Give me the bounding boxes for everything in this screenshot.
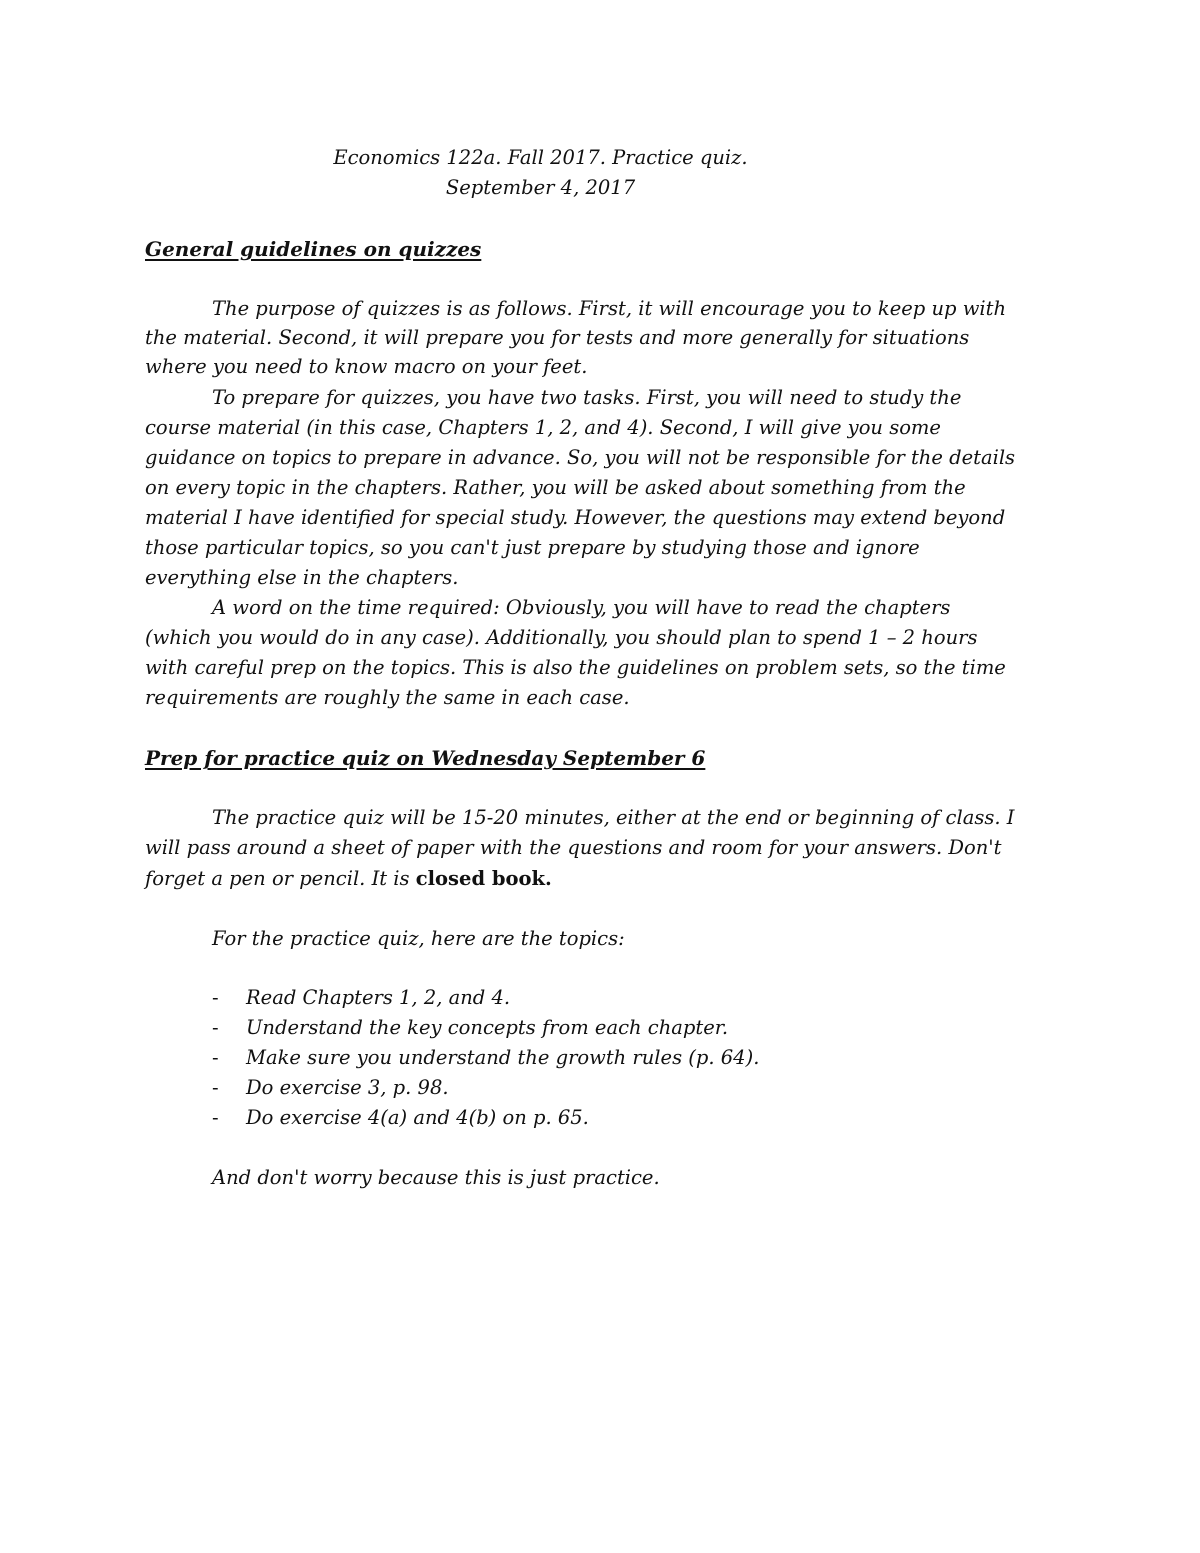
paragraph-text: forget a pen or pencil. It is bbox=[145, 867, 416, 890]
paragraph-line: on every topic in the chapters. Rather, you will be asked about something from the bbox=[145, 476, 966, 499]
paragraph-line: (which you would do in any case). Additionally, you should plan to spend 1 – 2 hours bbox=[145, 626, 978, 649]
bullet-dash: - bbox=[212, 1106, 219, 1129]
paragraph-line: course material (in this case, Chapters 1, 2, and 4). Second, I will give you some bbox=[145, 416, 941, 439]
paragraph-line: material I have identified for special study. However, the questions may extend beyond bbox=[145, 506, 1006, 529]
bullet-dash: - bbox=[212, 1046, 219, 1069]
paragraph-line-closed-book bbox=[145, 864, 552, 894]
list-item: Read Chapters 1, 2, and 4. bbox=[246, 986, 511, 1009]
bullet-dash: - bbox=[212, 1016, 219, 1039]
paragraph-line: the material. Second, it will prepare you for tests and more generally for situations bbox=[145, 326, 970, 349]
paragraph-line: A word on the time required: Obviously, you will have to read the chapters bbox=[212, 596, 951, 619]
paragraph-line: The purpose of quizzes is as follows. First, it will encourage you to keep up with bbox=[212, 297, 1007, 320]
document-date: September 4, 2017 bbox=[445, 176, 636, 199]
list-item: Make sure you understand the growth rules (p. 64). bbox=[246, 1046, 760, 1069]
document-title: Economics 122a. Fall 2017. Practice quiz. bbox=[333, 146, 748, 169]
closed-book-emphasis: closed book. bbox=[415, 867, 552, 890]
paragraph-line: requirements are roughly the same in each case. bbox=[145, 686, 630, 709]
paragraph-line: The practice quiz will be 15-20 minutes, either at the end or beginning of class. I bbox=[212, 806, 1015, 829]
paragraph-line: will pass around a sheet of paper with the questions and room for your answers. Don't bbox=[145, 836, 1002, 859]
topics-intro: For the practice quiz, here are the topics: bbox=[212, 927, 625, 950]
section-heading-guidelines: General guidelines on quizzes bbox=[145, 237, 482, 261]
section-heading-prep: Prep for practice quiz on Wednesday September 6 bbox=[145, 746, 706, 770]
list-item: Understand the key concepts from each chapter. bbox=[246, 1016, 729, 1039]
paragraph-line: where you need to know macro on your feet. bbox=[145, 355, 588, 378]
closing-line: And don't worry because this is just practice. bbox=[212, 1166, 660, 1189]
list-item: Do exercise 3, p. 98. bbox=[246, 1076, 449, 1099]
paragraph-line: those particular topics, so you can't just prepare by studying those and ignore bbox=[145, 536, 920, 559]
bullet-dash: - bbox=[212, 1076, 219, 1099]
bullet-dash: - bbox=[212, 986, 219, 1009]
paragraph-line: To prepare for quizzes, you have two tasks. First, you will need to study the bbox=[212, 386, 962, 409]
paragraph-line: everything else in the chapters. bbox=[145, 566, 459, 589]
paragraph-line: with careful prep on the topics. This is also the guidelines on problem sets, so the time bbox=[145, 656, 1006, 679]
paragraph-line: guidance on topics to prepare in advance. So, you will not be responsible for the details bbox=[145, 446, 1016, 469]
list-item: Do exercise 4(a) and 4(b) on p. 65. bbox=[246, 1106, 589, 1129]
